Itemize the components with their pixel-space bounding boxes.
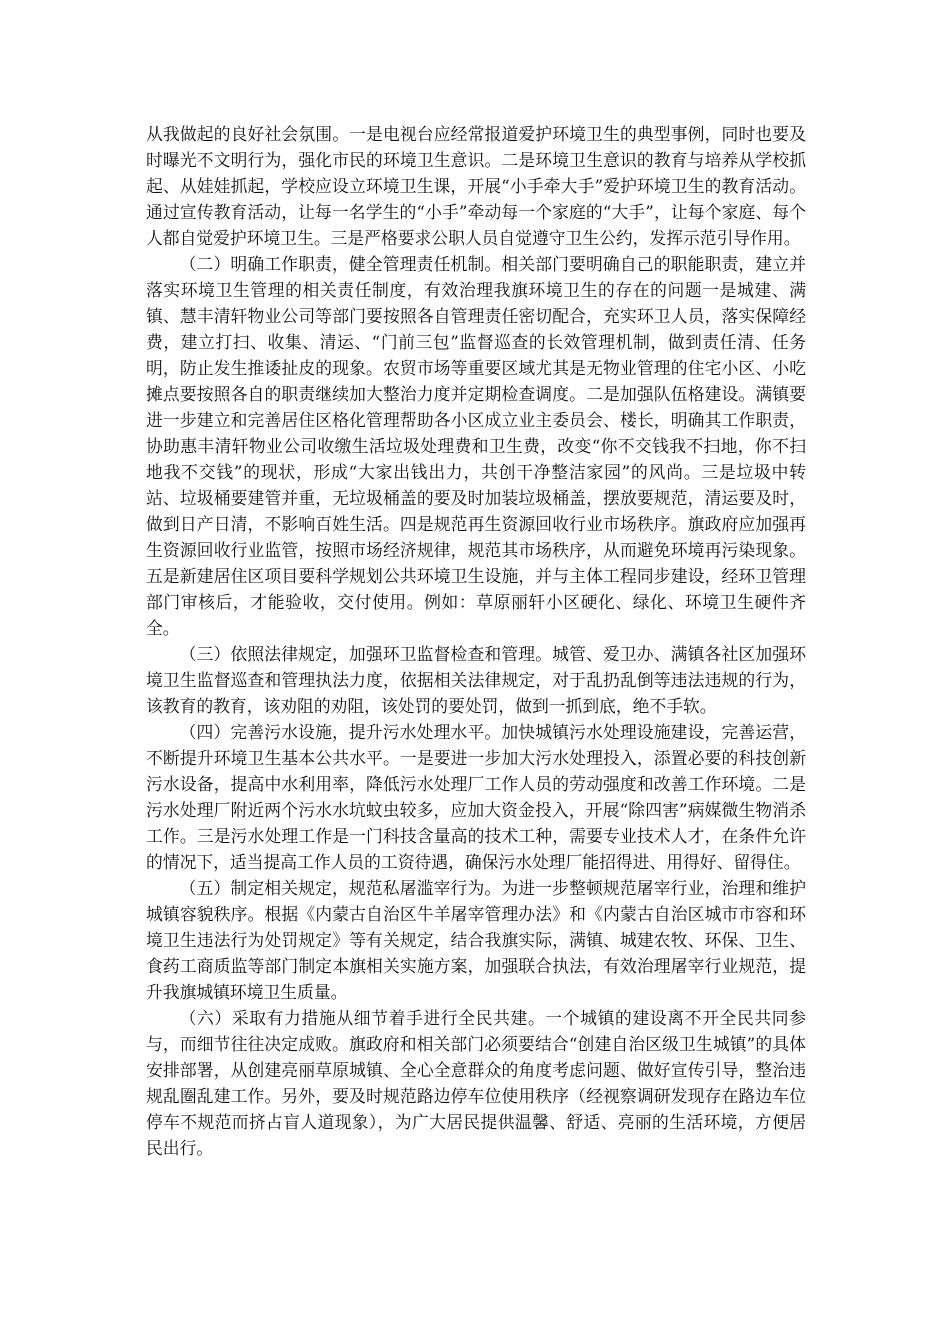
paragraph-section-6: （六）采取有力措施从细节着手进行全民共建。一个城镇的建设离不开全民共同参与，而细节往往决定成败。旗政府和相关部门必须要结合“创建自治区级卫生城镇”的具体安排部署，从创建亮丽草原城镇、全心全意群众的角度考虑问题、做好宣传引导，整治违规乱圈乱建工作。另外，要及时规范路边停车位使用秩序（经视察调研发现存在路边车位停车不规范而挤占盲人道现象），为广大居民提供温馨、舒适、亮丽的生活环境，方便居民出行。 xyxy=(146,1008,806,1158)
paragraph-section-2: （二）明确工作职责，健全管理责任机制。相关部门要明确自己的职能职责，建立并落实环境卫生管理的相关责任制度，有效治理我旗环境卫生的存在的问题一是城建、满镇、慧丰清轩物业公司等部门要按照各自管理责任密切配合，充实环卫人员，落实保障经费，建立打扫、收集、清运、“门前三包”监督巡查的长效管理机制，做到责任清、任务明，防止发生推诿扯皮的现象。农贸市场等重要区域尤其是无物业管理的住宅小区、小吃摊点要按照各自的职责继续加大整治力度并定期检查调度。二是加强队伍格建设。满镇要进一步建立和完善居住区格化管理帮助各小区成立业主委员会、楼长，明确其工作职责，协助惠丰清轩物业公司收缴生活垃圾处理费和卫生费，改变“你不交钱我不扫地，你不扫地我不交钱”的现状，形成“大家出钱出力，共创干净整洁家园”的风尚。三是垃圾中转站、垃圾桶要建管并重，无垃圾桶盖的要及时加装垃圾桶盖，摆放要规范，清运要及时，做到日产日清，不影响百姓生活。四是规范再生资源回收行业市场秩序。旗政府应加强再生资源回收行业监管，按照市场经济规律，规范其市场秩序，从而避免环境再污染现象。五是新建居住区项目要科学规划公共环境卫生设施，并与主体工程同步建设，经环卫管理部门审核后，才能验收，交付使用。例如：草原丽轩小区硬化、绿化、环境卫生硬件齐全。 xyxy=(146,254,806,638)
paragraph-section-3: （三）依照法律规定，加强环卫监督检查和管理。城管、爱卫办、满镇各社区加强环境卫生监督巡查和管理执法力度，依据相关法律规定，对于乱扔乱倒等违法违规的行为，该教育的教育，该劝阻的劝阻，该处罚的要处罚，做到一抓到底，绝不手软。 xyxy=(146,644,806,716)
paragraph-continuation: 从我做起的良好社会氛围。一是电视台应经常报道爱护环境卫生的典型事例，同时也要及时曝光不文明行为，强化市民的环境卫生意识。二是环境卫生意识的教育与培养从学校抓起、从娃娃抓起，学校应设立环境卫生课，开展“小手牵大手”爱护环境卫生的教育活动。通过宣传教育活动，让每一名学生的“小手”牵动每一个家庭的“大手”，让每个家庭、每个人都自觉爱护环境卫生。三是严格要求公职人员自觉遵守卫生公约，发挥示范引导作用。 xyxy=(146,124,806,248)
paragraph-section-5: （五）制定相关规定，规范私屠滥宰行为。为进一步整顿规范屠宰行业，治理和维护城镇容貌秩序。根据《内蒙古自治区牛羊屠宰管理办法》和《内蒙古自治区城市市容和环境卫生违法行为处罚规定》等有关规定，结合我旗实际，满镇、城建农牧、环保、卫生、食药工商质监等部门制定本旗相关实施方案，加强联合执法，有效治理屠宰行业规范，提升我旗城镇环境卫生质量。 xyxy=(146,878,806,1002)
paragraph-section-4: （四）完善污水设施，提升污水处理水平。加快城镇污水处理设施建设，完善运营，不断提升环境卫生基本公共水平。一是要进一步加大污水处理投入，添置必要的科技创新污水设备，提高中水利用率，降低污水处理厂工作人员的劳动强度和改善工作环境。二是污水处理厂附近两个污水水坑蚊虫较多，应加大资金投入，开展“除四害”病媒微生物消杀工作。三是污水处理工作是一门科技含量高的技术工种，需要专业技术人才，在条件允许的情况下，适当提高工作人员的工资待遇，确保污水处理厂能招得进、用得好、留得住。 xyxy=(146,722,806,872)
document-body xyxy=(146,121,806,1161)
